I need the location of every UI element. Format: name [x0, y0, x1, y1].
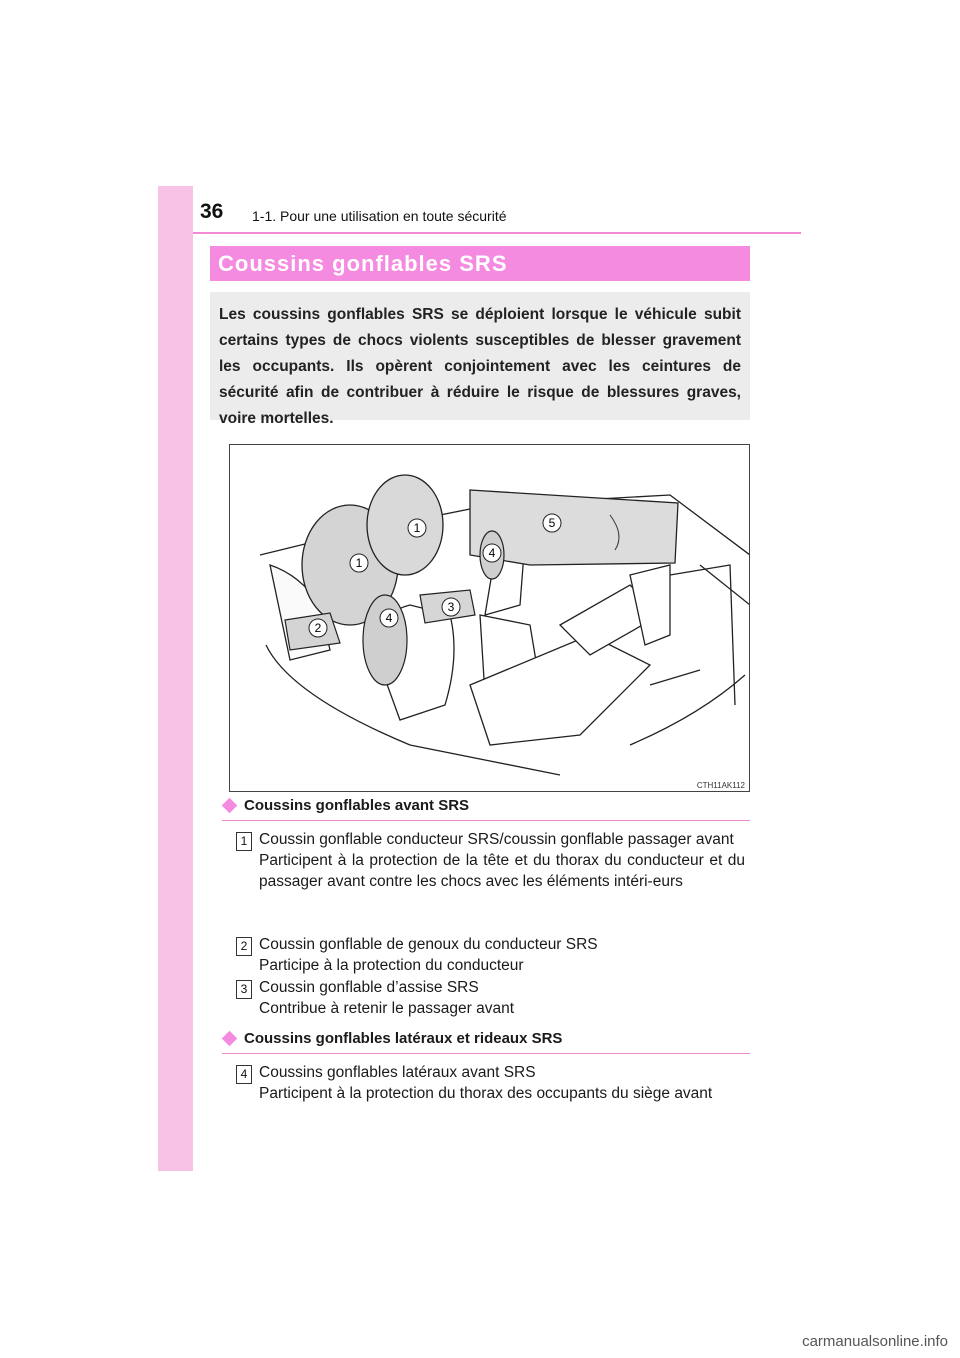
item-1 [259, 829, 745, 892]
title-bar [210, 246, 750, 281]
item-number-2: 2 [236, 937, 252, 956]
callout-4a-label: 4 [385, 611, 393, 625]
item-number-1: 1 [236, 832, 252, 851]
item-4 [259, 1062, 745, 1104]
callout-5-label: 5 [548, 516, 556, 530]
section-heading-text: Coussins gonflables latéraux et rideaux SRS [244, 1030, 563, 1047]
item-2-desc: Participe à la protection du conducteur [259, 957, 524, 974]
section-heading-side [222, 1030, 562, 1047]
running-header: 1-1. Pour une utilisation en toute sécurité [252, 208, 507, 224]
item-3-desc: Contribue à retenir le passager avant [259, 1000, 515, 1017]
intro-text: Les coussins gonflables SRS se déploient lorsque le véhicule subit certains types de chocs violents susceptibles de blesser gravement les occupants. Ils opèrent conjointement avec les ceintures de sécurité afin de contribuer à réduire le risque de blessures graves, voire mortelles. [219, 306, 741, 427]
callout-1a-label: 1 [413, 521, 421, 535]
section-rule [222, 1053, 750, 1054]
item-4-desc: Participent à la protection du thorax des occupants du siège avant [259, 1085, 713, 1102]
item-1-desc: Participent à la protection de la tête et du thorax du conducteur et du passager avant contre les chocs avec les éléments intéri-eurs [259, 852, 745, 890]
item-1-name: Coussin gonflable conducteur SRS/coussin gonflable passager avant [259, 831, 734, 848]
header-rule [193, 232, 801, 234]
car-interior-drawing [230, 445, 750, 792]
item-number-4: 4 [236, 1065, 252, 1084]
side-tab-strip [158, 186, 193, 1171]
item-2 [259, 934, 745, 976]
watermark: carmanualsonline.info [802, 1333, 948, 1350]
callout-4b-label: 4 [488, 546, 496, 560]
item-number-3: 3 [236, 980, 252, 999]
section-rule [222, 820, 750, 821]
page-title: Coussins gonflables SRS [218, 250, 508, 276]
item-4-name: Coussins gonflables latéraux avant SRS [259, 1064, 536, 1081]
page-number: 36 [200, 200, 224, 223]
airbag-illustration [229, 444, 750, 792]
section-heading-text: Coussins gonflables avant SRS [244, 797, 470, 814]
intro-box [210, 292, 750, 427]
section-heading-front [222, 797, 469, 814]
callout-2-label: 2 [314, 621, 322, 635]
diamond-bullet-icon [222, 798, 238, 814]
item-3-name: Coussin gonflable d’assise SRS [259, 979, 479, 996]
callout-3-label: 3 [447, 600, 455, 614]
item-2-name: Coussin gonflable de genoux du conducteur SRS [259, 936, 598, 953]
diamond-bullet-icon [222, 1031, 238, 1047]
item-3 [259, 977, 745, 1019]
callout-1b-label: 1 [355, 556, 363, 570]
figure-code: CTH11AK112 [696, 781, 745, 790]
